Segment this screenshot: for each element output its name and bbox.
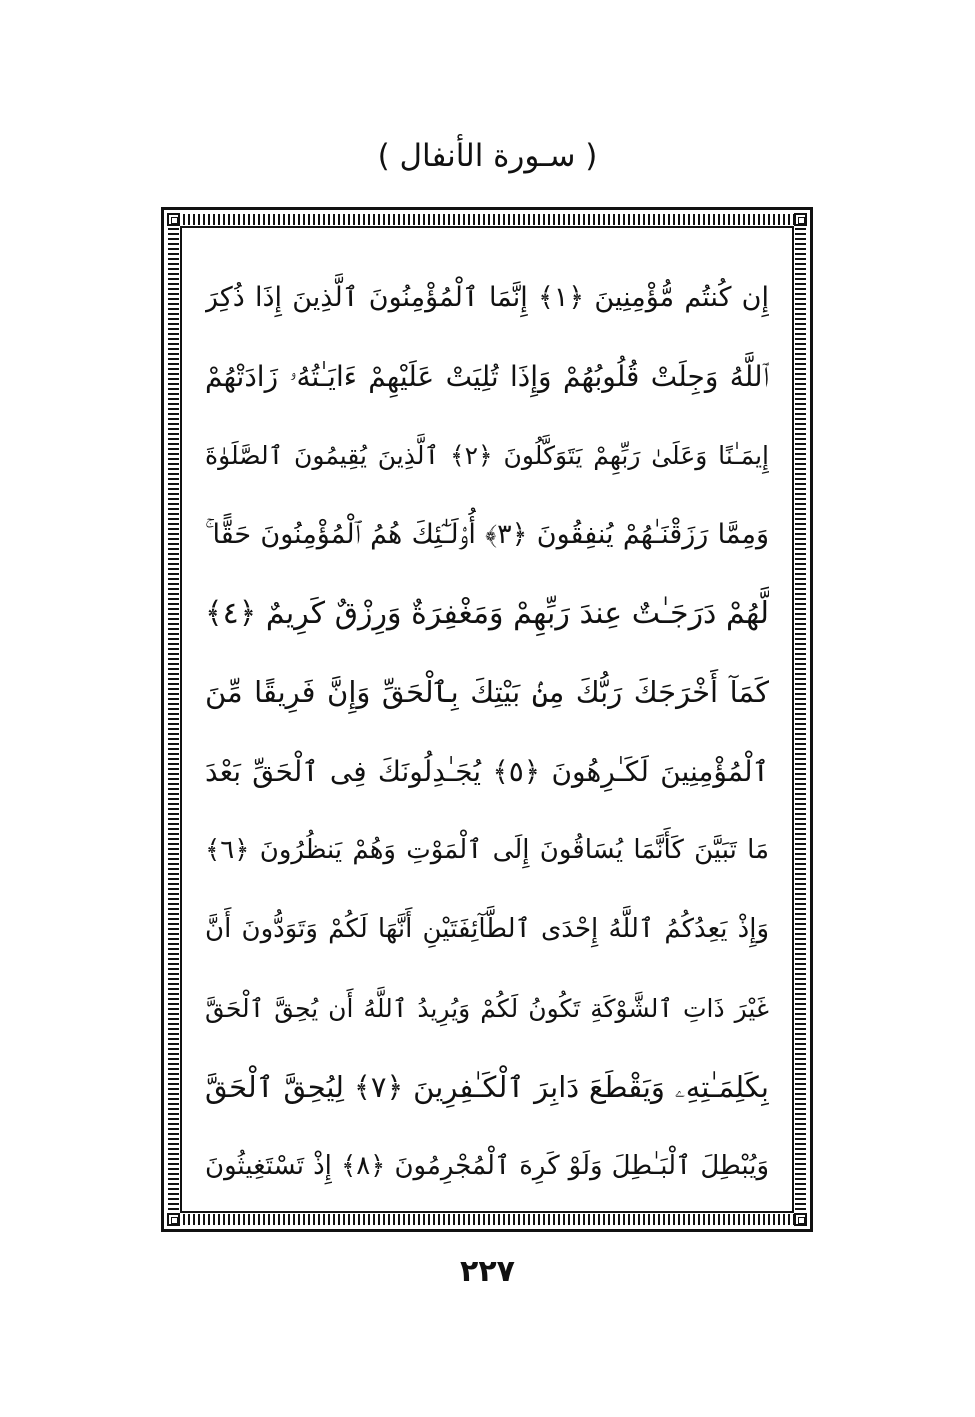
frame-corner-ornament-bottom-right [794, 1213, 807, 1226]
frame-corner-ornament-top-right [794, 213, 807, 226]
verse-line: لَّهُمْ دَرَجَـٰتٌ عِندَ رَبِّهِمْ وَمَغْفِرَةٌ وَرِزْقٌ كَرِيمٌ ﴿٤﴾ [205, 596, 769, 631]
verse-line: كَمَآ أَخْرَجَكَ رَبُّكَ مِنۢ بَيْتِكَ بِٱلْحَقِّ وَإِنَّ فَرِيقًا مِّنَ [205, 675, 769, 709]
verse-line: ٱللَّهُ وَجِلَتْ قُلُوبُهُمْ وَإِذَا تُلِيَتْ عَلَيْهِمْ ءَايَـٰتُهُۥ زَادَتْهُمْ [205, 360, 769, 393]
verse-line: وَيُبْطِلَ ٱلْبَـٰطِلَ وَلَوْ كَرِهَ ٱلْمُجْرِمُونَ ﴿٨﴾ إِذْ تَسْتَغِيثُونَ [205, 1151, 769, 1181]
verse-line: إِن كُنتُم مُّؤْمِنِينَ ﴿١﴾ إِنَّمَا ٱلْمُؤْمِنُونَ ٱلَّذِينَ إِذَا ذُكِرَ [205, 282, 769, 313]
verse-line: بِكَلِمَـٰتِهِۦ وَيَقْطَعَ دَابِرَ ٱلْكَـٰفِرِينَ ﴿٧﴾ لِيُحِقَّ ٱلْحَقَّ [205, 1070, 769, 1104]
verse-line: ٱلْمُؤْمِنِينَ لَكَـٰرِهُونَ ﴿٥﴾ يُجَـٰدِلُونَكَ فِى ٱلْحَقِّ بَعْدَ [205, 755, 769, 788]
verse-line: إِيمَـٰنًا وَعَلَىٰ رَبِّهِمْ يَتَوَكَّلُونَ ﴿٢﴾ ٱلَّذِينَ يُقِيمُونَ ٱلصَّلَوٰةَ [205, 441, 769, 470]
frame-corner-ornament-top-left [167, 213, 180, 226]
page-number: ٢٢٧ [460, 1254, 515, 1289]
verse-line: وَإِذْ يَعِدُكُمُ ٱللَّهُ إِحْدَى ٱلطَّآئِفَتَيْنِ أَنَّهَا لَكُمْ وَتَوَدُّونَ أَنَّ [205, 914, 769, 944]
verse-line: مَا تَبَيَّنَ كَأَنَّمَا يُسَاقُونَ إِلَى ٱلْمَوْتِ وَهُمْ يَنظُرُونَ ﴿٦﴾ [205, 835, 769, 865]
verse-line: غَيْرَ ذَاتِ ٱلشَّوْكَةِ تَكُونُ لَكُمْ وَيُرِيدُ ٱللَّهُ أَن يُحِقَّ ٱلْحَقَّ [205, 994, 769, 1023]
verse-text-block [205, 258, 769, 1206]
surah-title: ( سـورة الأنفال ) [377, 138, 598, 174]
frame-corner-ornament-bottom-left [167, 1213, 180, 1226]
verse-line: وَمِمَّا رَزَقْنَـٰهُمْ يُنفِقُونَ ﴿٣﴾ أُو۟لَـٰٓئِكَ هُمُ ٱلْمُؤْمِنُونَ حَقًّا ۚ [205, 519, 769, 550]
